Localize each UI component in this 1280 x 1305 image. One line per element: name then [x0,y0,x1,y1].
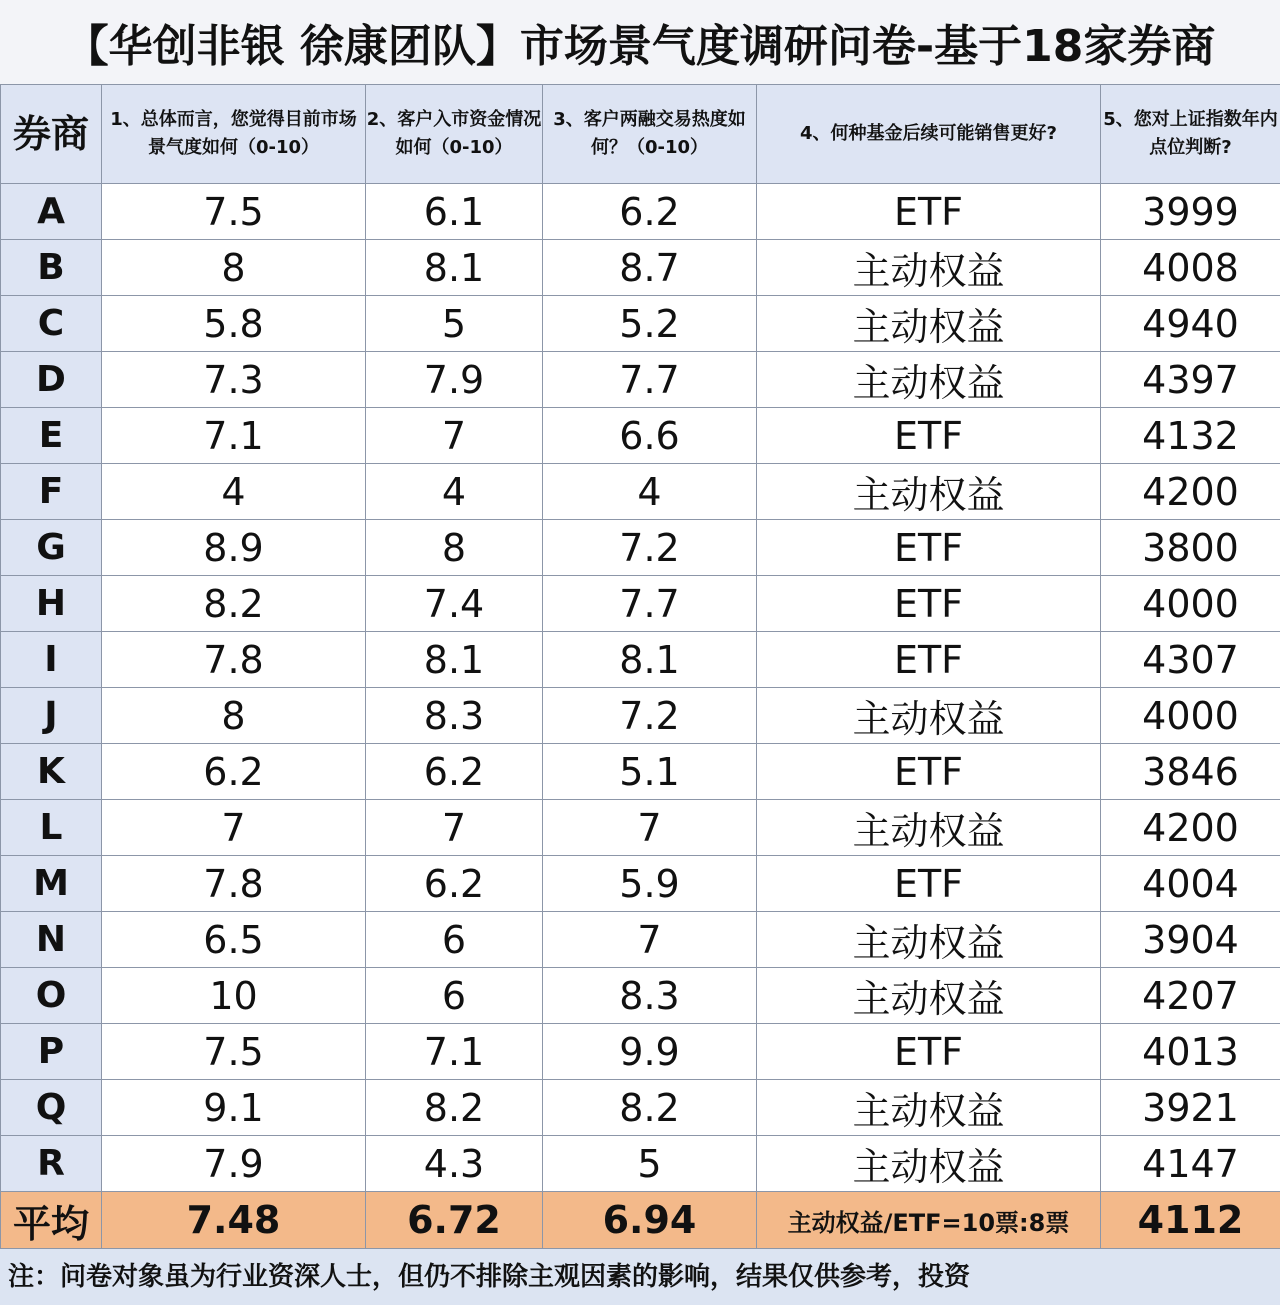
cell-q2: 4.3 [366,1136,543,1192]
cell-q1: 5.8 [102,296,366,352]
cell-q5: 4200 [1101,800,1280,856]
cell-firm: F [1,464,102,520]
cell-q2: 7.1 [366,1024,543,1080]
cell-q2: 8.3 [366,688,543,744]
table-row [1,856,1280,912]
cell-firm: A [1,184,102,240]
cell-q3: 6.2 [543,184,757,240]
cell-q5: 3846 [1101,744,1280,800]
cell-q2: 4 [366,464,543,520]
table-row [1,520,1280,576]
cell-q4: 主动权益 [757,464,1101,520]
table-row [1,968,1280,1024]
cell-firm: K [1,744,102,800]
table-row [1,744,1280,800]
cell-q1: 7.3 [102,352,366,408]
table-row [1,240,1280,296]
cell-q3: 7 [543,800,757,856]
survey-table [0,84,1280,1249]
header-row [1,85,1280,184]
table-row [1,912,1280,968]
header-q1: 1、总体而言，您觉得目前市场景气度如何（0-10） [102,85,366,184]
cell-q2: 8.1 [366,240,543,296]
cell-q3: 7.7 [543,576,757,632]
table-row [1,632,1280,688]
table-row [1,408,1280,464]
cell-q1: 7 [102,800,366,856]
average-q4-votes: 主动权益/ETF=10票:8票 [757,1192,1101,1249]
table-row [1,296,1280,352]
cell-q5: 3999 [1101,184,1280,240]
cell-q2: 7 [366,408,543,464]
cell-q1: 7.8 [102,632,366,688]
cell-firm: L [1,800,102,856]
cell-q4: 主动权益 [757,1136,1101,1192]
cell-q1: 4 [102,464,366,520]
cell-q4: ETF [757,408,1101,464]
cell-firm: I [1,632,102,688]
cell-firm: D [1,352,102,408]
cell-q2: 8.1 [366,632,543,688]
cell-q5: 4013 [1101,1024,1280,1080]
table-row [1,688,1280,744]
cell-q3: 8.1 [543,632,757,688]
average-row [1,1192,1280,1249]
cell-q1: 7.1 [102,408,366,464]
cell-q1: 7.5 [102,1024,366,1080]
cell-q1: 7.8 [102,856,366,912]
cell-q4: 主动权益 [757,688,1101,744]
cell-q4: 主动权益 [757,1080,1101,1136]
cell-q1: 8.9 [102,520,366,576]
cell-q5: 3904 [1101,912,1280,968]
cell-q5: 4008 [1101,240,1280,296]
cell-q5: 4000 [1101,688,1280,744]
cell-q5: 4940 [1101,296,1280,352]
footnote: 注：问卷对象虽为行业资深人士，但仍不排除主观因素的影响，结果仅供参考，投资 [0,1249,1280,1299]
cell-q3: 7 [543,912,757,968]
cell-q2: 8 [366,520,543,576]
cell-q5: 3800 [1101,520,1280,576]
cell-q4: 主动权益 [757,240,1101,296]
cell-q4: ETF [757,520,1101,576]
average-q5: 4112 [1101,1192,1280,1249]
cell-q3: 8.2 [543,1080,757,1136]
cell-q3: 4 [543,464,757,520]
table-row [1,184,1280,240]
table-row [1,1136,1280,1192]
cell-q4: 主动权益 [757,800,1101,856]
cell-q3: 5.2 [543,296,757,352]
cell-q4: ETF [757,576,1101,632]
cell-q1: 6.2 [102,744,366,800]
cell-q5: 4147 [1101,1136,1280,1192]
average-q2: 6.72 [366,1192,543,1249]
cell-q3: 5.9 [543,856,757,912]
cell-q2: 6.1 [366,184,543,240]
cell-q5: 4132 [1101,408,1280,464]
cell-q3: 8.7 [543,240,757,296]
header-q2: 2、客户入市资金情况如何（0-10） [366,85,543,184]
table-row [1,1024,1280,1080]
cell-q5: 4207 [1101,968,1280,1024]
cell-q2: 6 [366,968,543,1024]
cell-q2: 6.2 [366,856,543,912]
cell-q4: 主动权益 [757,912,1101,968]
average-q1: 7.48 [102,1192,366,1249]
cell-firm: P [1,1024,102,1080]
cell-q5: 4397 [1101,352,1280,408]
cell-q3: 7.2 [543,688,757,744]
cell-q4: ETF [757,1024,1101,1080]
cell-q4: ETF [757,856,1101,912]
cell-q1: 8 [102,688,366,744]
cell-q2: 7.4 [366,576,543,632]
table-row [1,464,1280,520]
cell-q5: 4004 [1101,856,1280,912]
cell-q4: ETF [757,184,1101,240]
cell-q2: 8.2 [366,1080,543,1136]
cell-firm: N [1,912,102,968]
cell-q3: 6.6 [543,408,757,464]
average-label: 平均 [1,1192,102,1249]
table-row [1,1080,1280,1136]
cell-q4: 主动权益 [757,296,1101,352]
cell-firm: G [1,520,102,576]
average-q3: 6.94 [543,1192,757,1249]
table-row [1,576,1280,632]
cell-firm: C [1,296,102,352]
cell-q4: ETF [757,632,1101,688]
cell-firm: R [1,1136,102,1192]
cell-q3: 5 [543,1136,757,1192]
header-firm: 券商 [1,85,102,184]
header-q4: 4、何种基金后续可能销售更好? [757,85,1101,184]
cell-q4: 主动权益 [757,968,1101,1024]
cell-q1: 9.1 [102,1080,366,1136]
cell-firm: H [1,576,102,632]
cell-firm: E [1,408,102,464]
cell-q3: 5.1 [543,744,757,800]
cell-q1: 7.9 [102,1136,366,1192]
cell-q2: 7 [366,800,543,856]
cell-q5: 4000 [1101,576,1280,632]
cell-firm: Q [1,1080,102,1136]
cell-q3: 7.2 [543,520,757,576]
cell-q4: 主动权益 [757,352,1101,408]
cell-q1: 7.5 [102,184,366,240]
cell-q3: 9.9 [543,1024,757,1080]
cell-q5: 4307 [1101,632,1280,688]
cell-firm: M [1,856,102,912]
cell-firm: J [1,688,102,744]
cell-q1: 6.5 [102,912,366,968]
cell-q2: 7.9 [366,352,543,408]
cell-q1: 10 [102,968,366,1024]
cell-q3: 7.7 [543,352,757,408]
cell-firm: B [1,240,102,296]
cell-q2: 6.2 [366,744,543,800]
cell-firm: O [1,968,102,1024]
header-q5: 5、您对上证指数年内点位判断? [1101,85,1280,184]
cell-q1: 8 [102,240,366,296]
cell-q5: 4200 [1101,464,1280,520]
page-title: 【华创非银 徐康团队】市场景气度调研问卷-基于18家券商 [0,0,1280,84]
cell-q3: 8.3 [543,968,757,1024]
cell-q4: ETF [757,744,1101,800]
table-row [1,800,1280,856]
cell-q2: 5 [366,296,543,352]
cell-q5: 3921 [1101,1080,1280,1136]
header-q3: 3、客户两融交易热度如何？（0-10） [543,85,757,184]
cell-q2: 6 [366,912,543,968]
table-row [1,352,1280,408]
cell-q1: 8.2 [102,576,366,632]
